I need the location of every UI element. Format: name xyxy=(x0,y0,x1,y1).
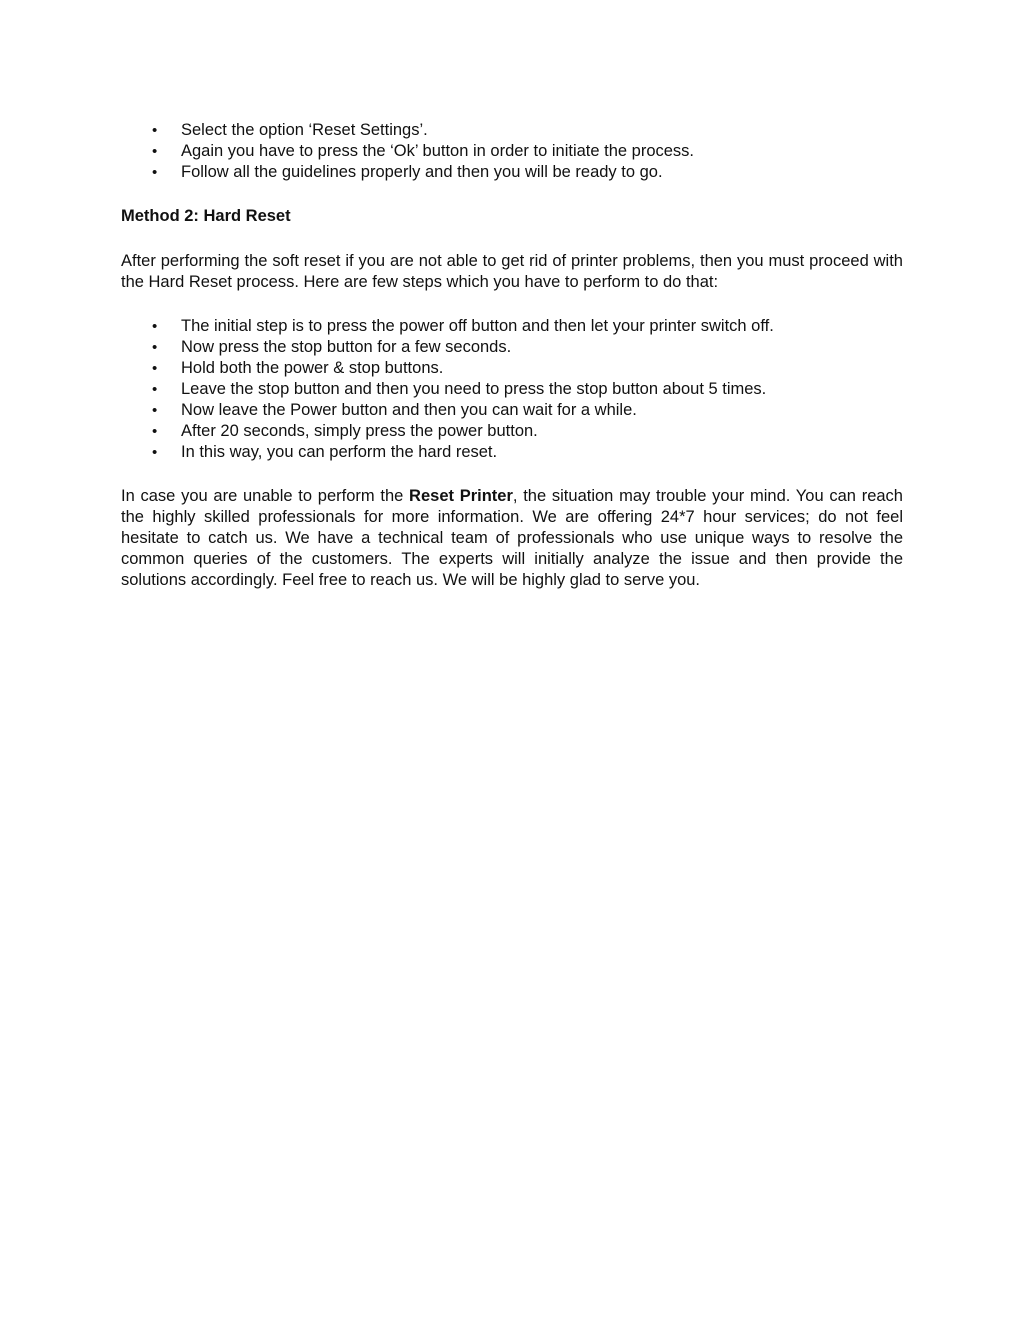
list-item-text: In this way, you can perform the hard reset. xyxy=(181,443,498,461)
list-item xyxy=(121,141,903,162)
closing-text-end: , the situation may trouble your mind. You can reach the highly skilled professionals for more information. We are offering 24*7 hour services; do not feel hesitate to catch us. We have a technical team of professionals who use unique ways to resolve the common queries of the customers. The experts will initially analyze the issue and then provide the solutions accordingly. Feel free to reach us. We will be highly glad to serve you. xyxy=(121,487,903,589)
list-item xyxy=(121,442,903,463)
list-item xyxy=(121,337,903,358)
bullet-icon: • xyxy=(152,143,158,160)
bullet-icon: • xyxy=(152,360,158,377)
closing-paragraph xyxy=(121,486,903,591)
list-item-text: Now press the stop button for a few seconds. xyxy=(181,338,512,356)
bullet-icon: • xyxy=(152,339,158,356)
reset-printer-keyword: Reset Printer xyxy=(409,487,513,505)
intro-paragraph: After performing the soft reset if you are not able to get rid of printer problems, then you must proceed with the Hard Reset process. Here are few steps which you have to perform to do that: xyxy=(121,252,903,291)
section-heading: Method 2: Hard Reset xyxy=(121,207,291,225)
list-item-text: Select the option ‘Reset Settings’. xyxy=(181,121,428,139)
list-item-text: Now leave the Power button and then you can wait for a while. xyxy=(181,401,637,419)
list-item-text: The initial step is to press the power off button and then let your printer switch off. xyxy=(181,317,774,335)
hard-reset-steps-list xyxy=(121,316,903,463)
list-item xyxy=(121,421,903,442)
list-item-text: After 20 seconds, simply press the power button. xyxy=(181,422,538,440)
list-item xyxy=(121,162,903,183)
list-item xyxy=(121,400,903,421)
bullet-icon: • xyxy=(152,423,158,440)
bullet-icon: • xyxy=(152,122,158,139)
list-item-text: Leave the stop button and then you need to press the stop button about 5 times. xyxy=(181,380,767,398)
bullet-icon: • xyxy=(152,444,158,461)
list-item xyxy=(121,120,903,141)
bullet-icon: • xyxy=(152,164,158,181)
list-item xyxy=(121,316,903,337)
list-item xyxy=(121,358,903,379)
bullet-icon: • xyxy=(152,381,158,398)
document-page xyxy=(121,120,903,591)
bullet-icon: • xyxy=(152,402,158,419)
list-item-text: Again you have to press the ‘Ok’ button in order to initiate the process. xyxy=(181,142,695,160)
list-item xyxy=(121,379,903,400)
list-item-text: Follow all the guidelines properly and then you will be ready to go. xyxy=(181,163,663,181)
reset-settings-list xyxy=(121,120,903,183)
closing-text-start: In case you are unable to perform the xyxy=(121,487,410,505)
bullet-icon: • xyxy=(152,318,158,335)
list-item-text: Hold both the power & stop buttons. xyxy=(181,359,444,377)
